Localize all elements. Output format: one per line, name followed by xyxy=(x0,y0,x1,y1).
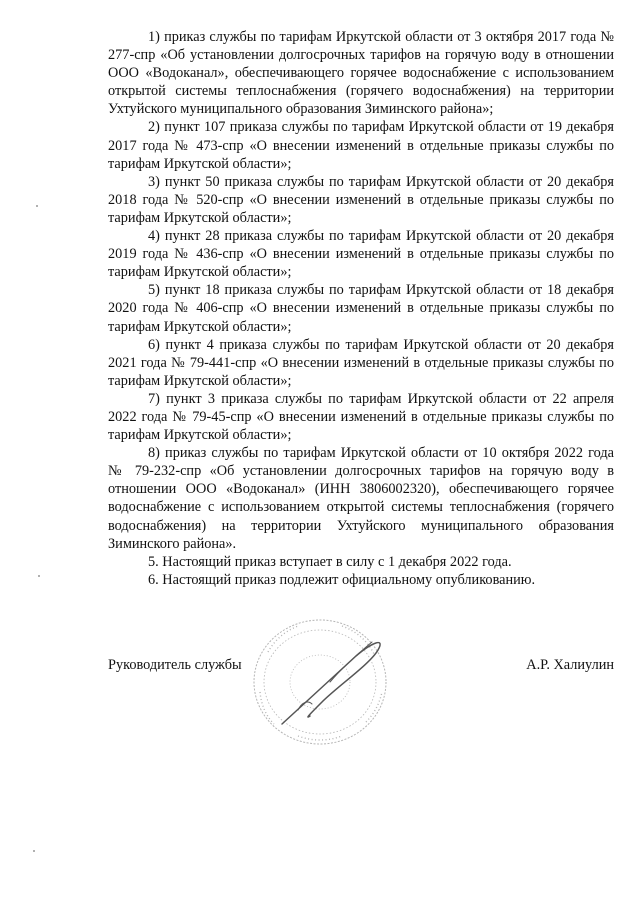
repeal-item-8: 8) приказ службы по тарифам Иркутской области от 10 октября 2022 года № 79-232-спр «Об установлении долгосрочных тарифов на горячую воду в отношении ООО «Водоканал» (ИНН 3806002320), обеспечивающего горячее водоснабжение с использованием открытой системы теплоснабжения (горячего водоснабжения) на территории Ухтуйского муниципального образования Зиминского района». xyxy=(108,445,614,552)
repeal-item-6: 6) пункт 4 приказа службы по тарифам Иркутской области от 20 декабря 2021 года № 79-441-спр «О внесении изменений в отдельные приказы службы по тарифам Иркутской области»; xyxy=(108,336,614,389)
repeal-item-3: 3) пункт 50 приказа службы по тарифам Иркутской области от 20 декабря 2018 года № 520-спр «О внесении изменений в отдельные приказы службы по тарифам Иркутской области»; xyxy=(108,173,614,226)
repeal-item-5: 5) пункт 18 приказа службы по тарифам Иркутской области от 18 декабря 2020 года № 406-спр «О внесении изменений в отдельные приказы службы по тарифам Иркутской области»; xyxy=(108,282,614,335)
signatory-position: Руководитель службы xyxy=(108,657,242,673)
clause-5-effective-date: 5. Настоящий приказ вступает в силу с 1 декабря 2022 года. xyxy=(148,553,512,570)
handwritten-signature xyxy=(282,642,380,724)
clause-6-publication: 6. Настоящий приказ подлежит официальному опубликованию. xyxy=(148,571,536,588)
scan-speck xyxy=(36,205,38,207)
repeal-item-2: 2) пункт 107 приказа службы по тарифам Иркутской области от 19 декабря 2017 года № 473-спр «О внесении изменений в отдельные приказы службы по тарифам Иркутской области»; xyxy=(108,119,614,172)
signature-block xyxy=(108,656,614,676)
repeal-item-1: 1) приказ службы по тарифам Иркутской области от 3 октября 2017 года № 277-спр «Об установлении долгосрочных тарифов на горячую воду в отношении ООО «Водоканал», обеспечивающего горячее водоснабжение с использованием открытой системы теплоснабжения (горячего водоснабжения) на территории Ухтуйского муниципального образования Зиминского района»; xyxy=(108,29,614,118)
official-seal-stamp xyxy=(238,612,408,752)
repeal-item-7: 7) пункт 3 приказа службы по тарифам Иркутской области от 22 апреля 2022 года № 79-45-спр «О внесении изменений в отдельные приказы службы по тарифам Иркутской области»; xyxy=(108,390,614,444)
scan-speck xyxy=(38,575,40,577)
seal-rings xyxy=(254,620,386,744)
document-body xyxy=(108,28,614,589)
signatory-name: А.Р. Халиулин xyxy=(526,657,614,673)
repeal-item-4: 4) пункт 28 приказа службы по тарифам Иркутской области от 20 декабря 2019 года № 436-спр «О внесении изменений в отдельные приказы службы по тарифам Иркутской области»; xyxy=(108,228,614,281)
scan-speck xyxy=(33,850,35,852)
